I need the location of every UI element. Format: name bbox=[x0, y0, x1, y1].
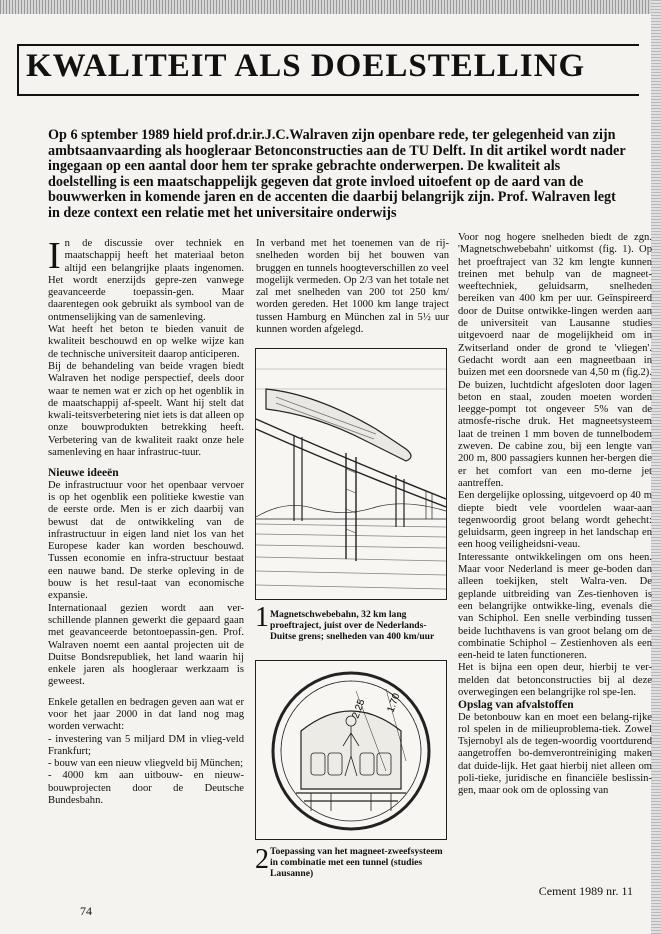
article-intro: Op 6 sptember 1989 hield prof.dr.ir.J.C.Walraven zijn openbare rede, ter gelegenheid van zijn ambtsaanvaarding als hoogleraar Betonconstructies aan de TU Delft. In dit artikel wordt nader ingegaan op een aantal door hem ter sprake gebrachte onderwerpen. De kwaliteit als doelstelling is een maatschappelijk gegeven dat grote invloed uitoefent op de aard van de bouwwerken in komende jaren en de accenten die daarbij belangrijk zijn. Prof. Walraven legt in deze context een relatie met het universitaire onderwijs bbox=[48, 127, 626, 221]
scan-border-top bbox=[0, 0, 661, 14]
journal-reference: Cement 1989 nr. 11 bbox=[538, 884, 633, 898]
scan-border-right bbox=[651, 0, 661, 934]
paragraph: Bij de behandeling van beide vragen biedt Walraven het nodige perspectief, deels door waar te nemen wat er zich op het ogenblik in de maatschappij af-speelt. Want hij stelt dat kwali-teitsverbetering niet iets is dat alleen op onze bouwprodukten betrekking heeft. Verbetering van de kwaliteit raakt onze hele samenleving en haar infrastruc-tuur. bbox=[48, 360, 244, 459]
paragraph: De betonbouw kan en moet een belang-rijke rol spelen in de milieuproblema-tiek. Zowel Tsjernobyl als de tegen-woordig voortdurend aangetroffen bo-demverontreiniging maken dat duide-lijk. Het gaat hierbij niet alleen om poli-tieke, juridische en financiële beslissin-gen, maar ook om de oplossing van bbox=[458, 711, 652, 797]
figure-1-number: 1 bbox=[255, 602, 269, 633]
paragraph: Interessante ontwikkelingen om ons heen. Maar voor Nederland is meer ge-boden dan alleen toekijken, stelt Walra-ven. De geplande uitbreiding van Zes-tienhoven is een belangrijke ontwikke-ling, evenals die van Schiphol. Een snelle verbinding tussen beide luchthavens is van groot belang om de combinatie Schiphol – Zestienhoven als een een-heid te laten functioneren. bbox=[458, 551, 652, 662]
drop-cap: I bbox=[48, 235, 61, 277]
list-item: - bouw van een nieuw vliegveld bij München; bbox=[48, 758, 244, 770]
paragraph: Voor nog hogere snelheden biedt de zgn. 'Magnetschwebebahn' uitkomst (fig. 1). Op het proeftraject van 32 km lengte kunnen treinen met behulp van de magneet-weeftechniek, geluidsarm, snelheden bereiken van 400 km per uur. Geïnspireerd door de Duitse ontwikke-lingen werden aan de universiteit van Lausanne studies uitgevoerd naar de mogelijkheid om in Zwitserland onder de grond te 'vliegen'. Gedacht wordt aan een magneetbaan in buizen met een doorsnede van 4,50 m (fig.2). De buizen, luchtdicht afgesloten door lagen beton en staal, zouden moeten worden leegge-pompt tot ongeveer 5% van de atmosfe-rische druk. Het magneetsysteem laat de treinen 1 mm boven de tunnelbodem zweven. De cabine zou, bij een lengte van 200 m, 800 passagiers kunnen her-bergen die er het comfort van een mo-derne jet aantreffen. bbox=[458, 232, 652, 489]
figure-2-tunnel-illustration bbox=[255, 660, 447, 840]
paragraph: Wat heeft het beton te bieden vanuit de kwaliteit beschouwd en op welke wijze kan de technische universiteit daarop anticiperen. bbox=[48, 324, 244, 360]
subheading: Nieuwe ideeën bbox=[48, 467, 119, 480]
paragraph: In de discussie over techniek en maatschappij heeft het materiaal beton altijd een belangrijke plaats ingenomen. Het wordt enerzijds gepre-zen vanwege geavanceerde toepassin-gen. Maar daarentegen ook gebruikt als symbool van de ontmenselijking van de samenleving. bbox=[48, 235, 244, 323]
page-number: 74 bbox=[80, 904, 92, 918]
column-2 bbox=[256, 238, 449, 336]
column-1 bbox=[48, 235, 244, 807]
paragraph: Internationaal gezien wordt aan ver-schillende plannen gewerkt die gepaard gaan met geavanceerde betontoepassin-gen. Prof. Walraven noemt een aantal projecten uit de Duitse Bondsrepubliek, het land waarin hij enkele jaren als hoogleraar werkzaam is geweest. bbox=[48, 602, 244, 688]
paragraph: Een dergelijke oplossing, uitgevoerd op 40 m diepte biedt vele voordelen waar-aan tegenwoordig groot belang wordt gehecht: geluidsarm, geen ingreep in het landschap en een hoog veiligheidsni-veau. bbox=[458, 490, 652, 551]
paragraph: De infrastructuur voor het openbaar vervoer is op het ogenblik een politieke kwestie van de eerste orde. Men is er zich daarbij van bewust dat de ontwikkeling van de infrastructuur in eigen land niet los van het Europese kader kan worden beschouwd. Tussen economie en infra-structuur bestaat een nauwe band. De sterke opleving in de bouw is het resul-taat van economische expansie. bbox=[48, 479, 244, 602]
article-title: KWALITEIT ALS DOELSTELLING bbox=[26, 48, 586, 84]
column-3 bbox=[458, 232, 652, 798]
list-item: - investering van 5 miljard DM in vlieg-veld Frankfurt; bbox=[48, 733, 244, 757]
paragraph: Enkele getallen en bedragen geven aan wat er voor het jaar 2000 in dat land nog mag worden verwacht: bbox=[48, 696, 244, 733]
list-item: - 4000 km aan uitbouw- en nieuw-bouwprojecten door de Deutsche Bundesbahn. bbox=[48, 770, 244, 807]
figure-1-maglev-illustration bbox=[255, 348, 447, 600]
subheading: Opslag van afvalstoffen bbox=[458, 699, 574, 712]
figure-1-caption: Magnetschwebebahn, 32 km lang proeftraject, juist over de Nederlands-Duitse grens; snelheden van 400 km/uur bbox=[270, 609, 435, 642]
dimension-label: 1.70 bbox=[385, 691, 403, 715]
figure-2-caption: Toepassing van het magneet-zweefsysteem in combinatie met een tunnel (studies Lausanne) bbox=[270, 846, 443, 879]
paragraph: In verband met het toenemen van de rij-snelheden worden bij het bouwen van bruggen en tunnels hoogteverschillen zo veel mogelijk vermeden. Op 2/3 van het totale net zal met snelheden van 200 tot 250 km/ worden gereden. Het 1000 km lange traject tussen Hamburg en München zal in 5½ uur kunnen worden afgelegd. bbox=[256, 238, 449, 336]
paragraph: Het is bijna een open deur, hierbij te ver-melden dat betonconstructies bij al deze overwegingen een belangrijke rol spe-len. bbox=[458, 662, 652, 698]
dimension-label: 2.25 bbox=[350, 697, 368, 721]
figure-2-number: 2 bbox=[255, 844, 269, 875]
